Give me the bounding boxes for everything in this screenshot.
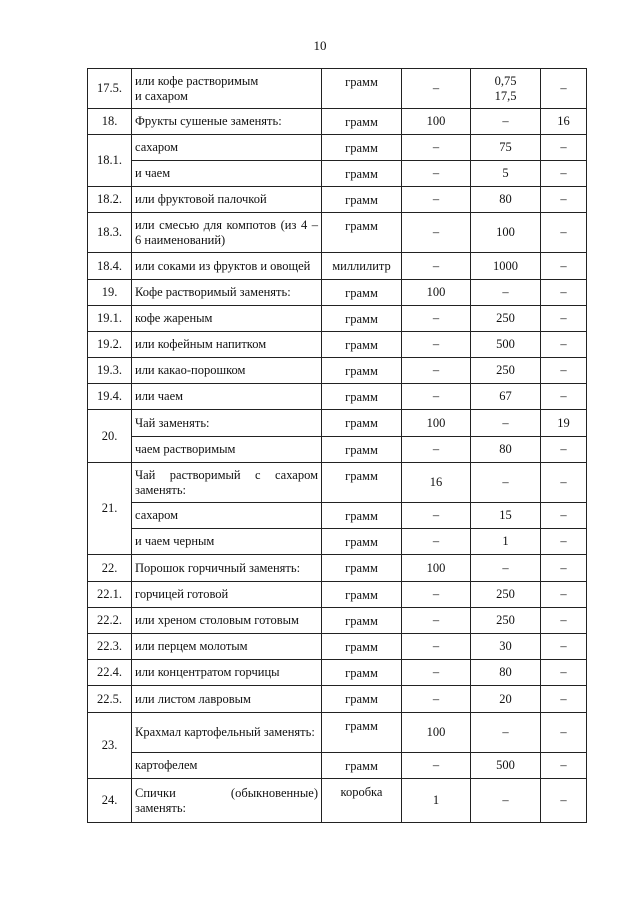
item-unit: грамм — [322, 634, 402, 660]
value-col-3: 16 — [541, 109, 587, 135]
value-col-1: – — [402, 753, 471, 779]
item-unit: грамм — [322, 280, 402, 306]
value-col-3: – — [541, 634, 587, 660]
table-row — [88, 410, 587, 437]
item-name: чаем растворимым — [132, 437, 322, 463]
value-col-2: 80 — [471, 437, 541, 463]
value-col-2: – — [471, 109, 541, 135]
item-number: 22. — [88, 555, 132, 582]
value-col-3: – — [541, 437, 587, 463]
item-number: 24. — [88, 779, 132, 823]
table-row — [88, 582, 587, 608]
item-unit: грамм — [322, 463, 402, 503]
value-col-3: 19 — [541, 410, 587, 437]
item-unit: грамм — [322, 437, 402, 463]
value-col-1: 100 — [402, 280, 471, 306]
value-col-1: 100 — [402, 555, 471, 582]
table-row — [88, 608, 587, 634]
item-name: Чай заменять: — [132, 410, 322, 437]
item-unit: миллилитр — [322, 253, 402, 280]
item-name: Чай растворимый с сахаром заменять: — [132, 463, 322, 503]
item-number: 19.4. — [88, 384, 132, 410]
item-unit: грамм — [322, 713, 402, 753]
value-col-2: 500 — [471, 753, 541, 779]
value-col-3: – — [541, 161, 587, 187]
value-col-1: – — [402, 358, 471, 384]
value-col-1: – — [402, 437, 471, 463]
item-number: 19.1. — [88, 306, 132, 332]
item-unit: грамм — [322, 332, 402, 358]
value-col-2: 80 — [471, 660, 541, 686]
item-unit: грамм — [322, 660, 402, 686]
item-number: 18.3. — [88, 213, 132, 253]
value-col-3: – — [541, 463, 587, 503]
item-name: или смесью для компотов (из 4 – 6 наименований) — [132, 213, 322, 253]
value-col-3: – — [541, 608, 587, 634]
table-row — [88, 69, 587, 109]
item-number: 18. — [88, 109, 132, 135]
item-name: Порошок горчичный заменять: — [132, 555, 322, 582]
item-name: или листом лавровым — [132, 686, 322, 713]
value-col-1: – — [402, 660, 471, 686]
item-number: 22.4. — [88, 660, 132, 686]
item-name: или хреном столовым готовым — [132, 608, 322, 634]
value-col-2: 250 — [471, 306, 541, 332]
item-number: 17.5. — [88, 69, 132, 109]
item-name: и чаем — [132, 161, 322, 187]
table-row — [88, 109, 587, 135]
value-line: 17,5 — [494, 88, 517, 103]
item-name — [132, 69, 322, 109]
value-col-2: 15 — [471, 503, 541, 529]
item-name: и чаем черным — [132, 529, 322, 555]
value-col-1: – — [402, 253, 471, 280]
item-unit: грамм — [322, 686, 402, 713]
item-number: 18.1. — [88, 135, 132, 187]
item-number: 21. — [88, 463, 132, 555]
value-col-1: – — [402, 161, 471, 187]
table-row — [88, 463, 587, 503]
item-number: 22.5. — [88, 686, 132, 713]
item-unit: грамм — [322, 608, 402, 634]
value-col-1: – — [402, 608, 471, 634]
substitution-norms-table — [87, 68, 587, 823]
item-number: 22.3. — [88, 634, 132, 660]
table-row — [88, 358, 587, 384]
item-number: 18.4. — [88, 253, 132, 280]
item-name: или концентратом горчицы — [132, 660, 322, 686]
item-number: 18.2. — [88, 187, 132, 213]
table-row — [88, 135, 587, 161]
value-col-3: – — [541, 69, 587, 109]
item-unit: грамм — [322, 555, 402, 582]
item-number: 22.2. — [88, 608, 132, 634]
value-col-1: – — [402, 582, 471, 608]
value-col-1: – — [402, 69, 471, 109]
page-number: 10 — [313, 38, 327, 53]
item-number: 22.1. — [88, 582, 132, 608]
value-col-2: – — [471, 713, 541, 753]
item-name: кофе жареным — [132, 306, 322, 332]
value-col-2: 75 — [471, 135, 541, 161]
value-col-2: – — [471, 779, 541, 823]
value-col-1: – — [402, 332, 471, 358]
value-col-2: 30 — [471, 634, 541, 660]
value-col-3: – — [541, 213, 587, 253]
value-col-1: – — [402, 187, 471, 213]
table-row — [88, 332, 587, 358]
item-unit: грамм — [322, 358, 402, 384]
value-col-1: 100 — [402, 410, 471, 437]
item-name: Фрукты сушеные заменять: — [132, 109, 322, 135]
value-col-3: – — [541, 384, 587, 410]
table-row — [88, 660, 587, 686]
table-row — [88, 253, 587, 280]
value-col-3: – — [541, 280, 587, 306]
table-row — [88, 306, 587, 332]
value-col-2: 250 — [471, 608, 541, 634]
item-name: картофелем — [132, 753, 322, 779]
value-line: 0,75 — [494, 74, 517, 89]
item-unit: грамм — [322, 187, 402, 213]
table-row — [88, 437, 587, 463]
value-col-2: 250 — [471, 582, 541, 608]
value-col-3: – — [541, 686, 587, 713]
item-name: сахаром — [132, 135, 322, 161]
item-name: или чаем — [132, 384, 322, 410]
value-col-2: 67 — [471, 384, 541, 410]
item-name: или перцем молотым — [132, 634, 322, 660]
table-row — [88, 187, 587, 213]
value-col-2: – — [471, 280, 541, 306]
value-col-3: – — [541, 187, 587, 213]
item-unit: грамм — [322, 135, 402, 161]
item-name: или какао-порошком — [132, 358, 322, 384]
value-col-1: – — [402, 529, 471, 555]
value-col-1: 100 — [402, 713, 471, 753]
item-unit: грамм — [322, 410, 402, 437]
item-unit: грамм — [322, 109, 402, 135]
value-col-3: – — [541, 135, 587, 161]
item-number: 20. — [88, 410, 132, 463]
item-unit: грамм — [322, 384, 402, 410]
value-col-2: 500 — [471, 332, 541, 358]
value-col-2: 1 — [471, 529, 541, 555]
value-col-3: – — [541, 306, 587, 332]
table-row — [88, 503, 587, 529]
table-row — [88, 555, 587, 582]
table-row — [88, 529, 587, 555]
item-name: Крахмал картофельный заменять: — [132, 713, 322, 753]
value-col-3: – — [541, 555, 587, 582]
value-col-3: – — [541, 582, 587, 608]
value-col-3: – — [541, 753, 587, 779]
value-col-2: 5 — [471, 161, 541, 187]
value-col-1: – — [402, 634, 471, 660]
value-col-1: – — [402, 135, 471, 161]
value-col-3: – — [541, 660, 587, 686]
value-col-2: 100 — [471, 213, 541, 253]
value-col-2: 80 — [471, 187, 541, 213]
table-row — [88, 753, 587, 779]
item-name-line: и сахаром — [135, 88, 188, 103]
item-number: 19. — [88, 280, 132, 306]
value-col-2 — [471, 69, 541, 109]
value-col-3: – — [541, 503, 587, 529]
value-col-1: – — [402, 384, 471, 410]
value-col-2: 20 — [471, 686, 541, 713]
item-unit: грамм — [322, 213, 402, 253]
value-col-1: – — [402, 213, 471, 253]
value-col-3: – — [541, 529, 587, 555]
table-row — [88, 634, 587, 660]
value-col-1: – — [402, 306, 471, 332]
value-col-3: – — [541, 332, 587, 358]
item-name: или соками из фруктов и овощей — [132, 253, 322, 280]
item-unit: грамм — [322, 306, 402, 332]
item-name: горчицей готовой — [132, 582, 322, 608]
value-col-2: 1000 — [471, 253, 541, 280]
item-name: сахаром — [132, 503, 322, 529]
value-col-1: – — [402, 503, 471, 529]
table-row — [88, 161, 587, 187]
item-number: 19.3. — [88, 358, 132, 384]
value-col-3: – — [541, 253, 587, 280]
item-number: 19.2. — [88, 332, 132, 358]
item-unit: грамм — [322, 69, 402, 109]
item-name-line: или кофе растворимым — [135, 74, 259, 89]
item-name: или фруктовой палочкой — [132, 187, 322, 213]
item-name: Спички (обыкновенные) заменять: — [132, 779, 322, 823]
table-row — [88, 384, 587, 410]
item-name: или кофейным напитком — [132, 332, 322, 358]
table-row — [88, 213, 587, 253]
value-col-2: 250 — [471, 358, 541, 384]
item-unit: грамм — [322, 582, 402, 608]
value-col-3: – — [541, 358, 587, 384]
item-unit: грамм — [322, 161, 402, 187]
value-col-1: 100 — [402, 109, 471, 135]
item-unit: грамм — [322, 753, 402, 779]
table-row — [88, 713, 587, 753]
value-col-3: – — [541, 713, 587, 753]
value-col-2: – — [471, 410, 541, 437]
item-unit: коробка — [322, 779, 402, 823]
value-col-2: – — [471, 555, 541, 582]
item-number: 23. — [88, 713, 132, 779]
item-unit: грамм — [322, 503, 402, 529]
table-row — [88, 686, 587, 713]
item-unit: грамм — [322, 529, 402, 555]
table-row — [88, 280, 587, 306]
table-row — [88, 779, 587, 823]
item-name: Кофе растворимый заменять: — [132, 280, 322, 306]
value-col-1: – — [402, 686, 471, 713]
value-col-3: – — [541, 779, 587, 823]
value-col-1: 16 — [402, 463, 471, 503]
value-col-1: 1 — [402, 779, 471, 823]
value-col-2: – — [471, 463, 541, 503]
